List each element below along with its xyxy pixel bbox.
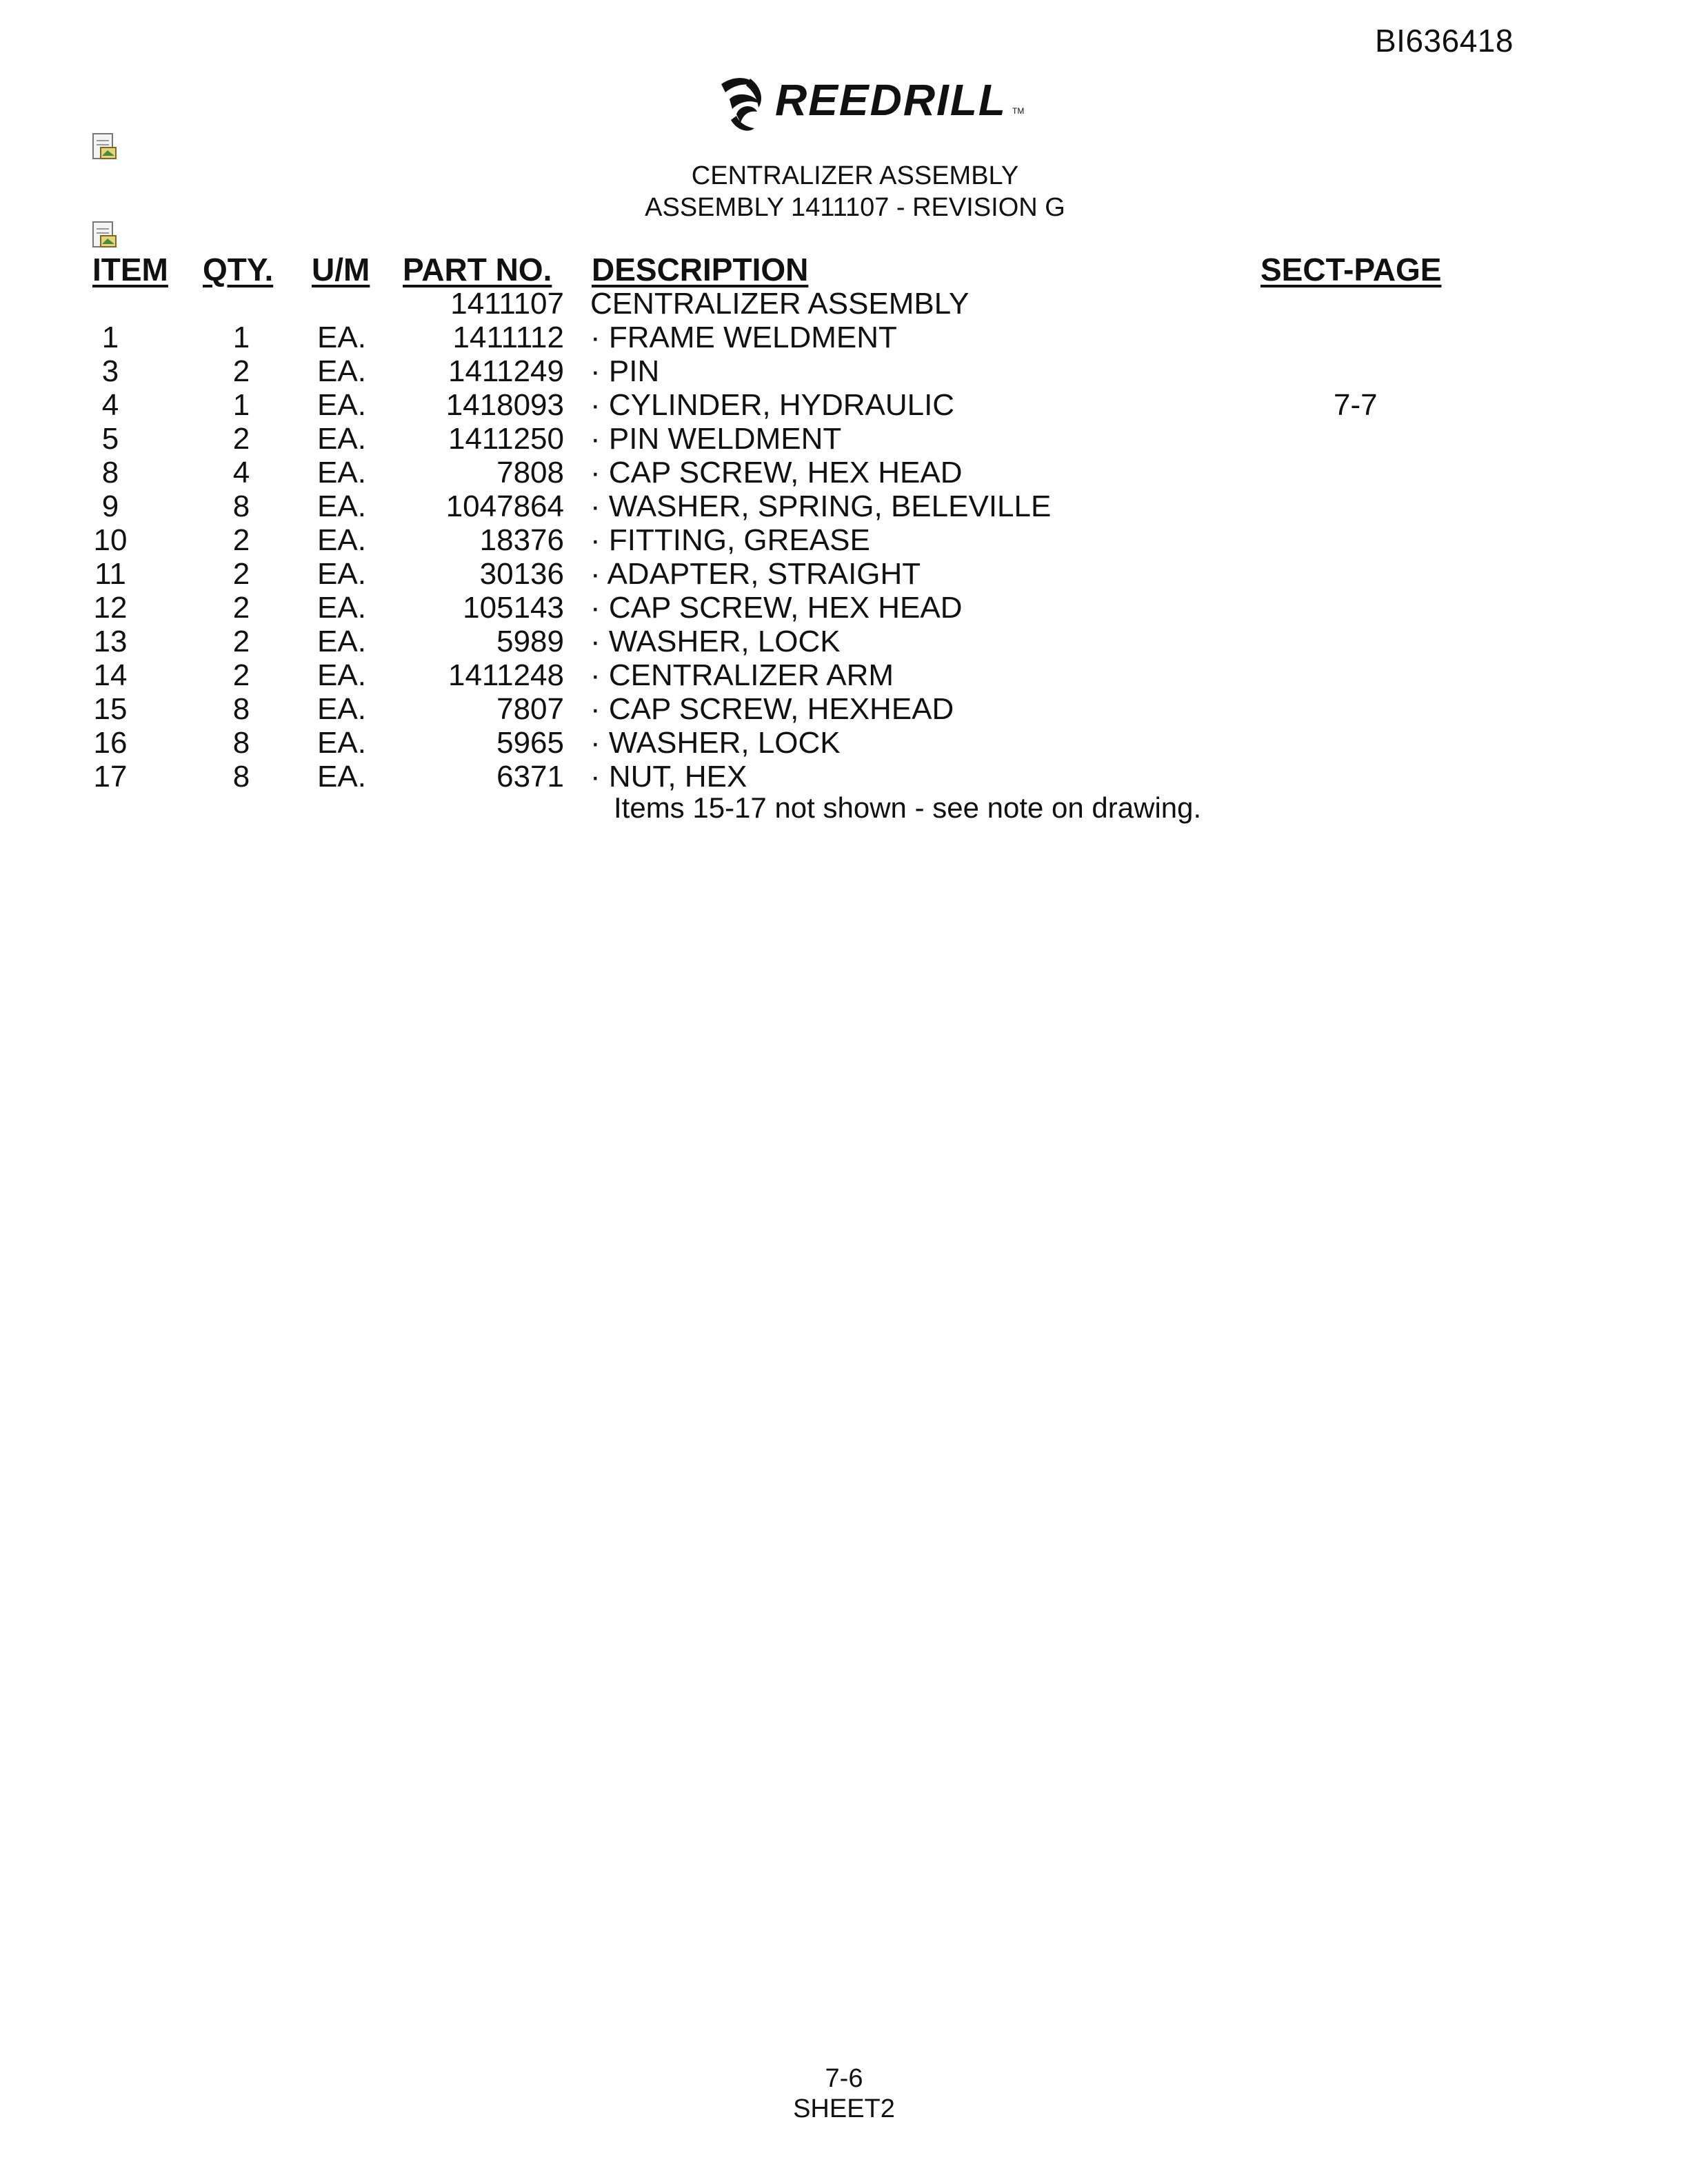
header-qty: QTY. (203, 252, 274, 287)
part-no-cell: 6371 (496, 760, 564, 793)
description-cell: · WASHER, LOCK (590, 726, 841, 760)
qty-cell: 8 (232, 760, 250, 793)
qty-cell: 2 (232, 557, 250, 591)
item-cell: 14 (93, 658, 128, 692)
table-row (0, 321, 1688, 354)
part-no-cell: 7807 (496, 692, 564, 726)
description-cell: · ADAPTER, STRAIGHT (590, 557, 921, 591)
item-cell: 11 (94, 557, 126, 591)
table-row (0, 557, 1688, 591)
qty-cell: 4 (232, 456, 250, 489)
header-part-no: PART NO. (403, 252, 552, 287)
description-cell: · CAP SCREW, HEXHEAD (590, 692, 954, 726)
table-row (0, 489, 1688, 523)
logo-wordmark: REEDRILL (775, 75, 1007, 125)
qty-cell: 2 (232, 354, 250, 388)
parts-table (0, 287, 1688, 793)
description-cell: · PIN (590, 354, 660, 388)
part-no-cell: 1411249 (448, 354, 564, 388)
reedrill-swirl-icon (716, 72, 771, 138)
part-no-cell: 1411248 (448, 658, 564, 692)
item-cell: 17 (93, 760, 128, 793)
table-row (0, 726, 1688, 760)
qty-cell: 8 (232, 692, 250, 726)
description-cell: · PIN WELDMENT (590, 422, 842, 456)
part-no-cell: 1411250 (448, 422, 564, 456)
header-sect-page: SECT-PAGE (1260, 252, 1442, 287)
part-no-cell: 5989 (496, 625, 564, 658)
um-cell: EA. (317, 489, 366, 523)
logo-trademark: TM (1012, 106, 1025, 116)
item-cell: 12 (93, 591, 128, 625)
um-cell: EA. (317, 388, 366, 422)
item-cell: 15 (93, 692, 128, 726)
um-cell: EA. (317, 456, 366, 489)
description-cell: · WASHER, LOCK (590, 625, 841, 658)
um-cell: EA. (317, 625, 366, 658)
document-link-icon[interactable] (91, 132, 119, 161)
qty-cell: 2 (232, 422, 250, 456)
qty-cell: 2 (232, 625, 250, 658)
table-row (0, 658, 1688, 692)
item-cell: 10 (93, 523, 128, 557)
item-cell: 4 (101, 388, 119, 422)
header-item: ITEM (92, 252, 168, 287)
description-cell: · CAP SCREW, HEX HEAD (590, 591, 963, 625)
part-no-cell: 18376 (479, 523, 564, 557)
part-no-cell: 30136 (479, 557, 564, 591)
part-no-cell: 7808 (496, 456, 564, 489)
header-description: DESCRIPTION (592, 252, 809, 287)
reedrill-logo (716, 72, 1033, 141)
table-row (0, 625, 1688, 658)
um-cell: EA. (317, 591, 366, 625)
item-cell: 5 (101, 422, 119, 456)
um-cell: EA. (317, 726, 366, 760)
table-row (0, 523, 1688, 557)
part-no-cell: 5965 (496, 726, 564, 760)
drawing-note: Items 15-17 not shown - see note on drawing. (614, 791, 1202, 824)
item-cell: 3 (101, 354, 119, 388)
part-no-cell: 1411107 (450, 287, 564, 321)
description-cell: · CENTRALIZER ARM (590, 658, 894, 692)
qty-cell: 1 (232, 321, 250, 354)
part-no-cell: 1418093 (445, 388, 564, 422)
part-no-cell: 105143 (463, 591, 564, 625)
table-row (0, 760, 1688, 793)
page-subtitle: ASSEMBLY 1411107 - REVISION G (645, 193, 1065, 222)
page-number: 7-6 (825, 2064, 863, 2093)
um-cell: EA. (317, 422, 366, 456)
item-cell: 8 (101, 456, 119, 489)
item-cell: 13 (93, 625, 128, 658)
qty-cell: 2 (232, 658, 250, 692)
part-no-cell: 1411112 (452, 321, 564, 354)
description-cell: · CAP SCREW, HEX HEAD (590, 456, 963, 489)
header-um: U/M (312, 252, 370, 287)
item-cell: 9 (101, 489, 119, 523)
item-cell: 1 (101, 321, 119, 354)
description-cell: · NUT, HEX (590, 760, 747, 793)
um-cell: EA. (317, 658, 366, 692)
document-link-icon[interactable] (91, 221, 119, 250)
document-id: BI636418 (1375, 23, 1514, 59)
um-cell: EA. (317, 321, 366, 354)
page-title: CENTRALIZER ASSEMBLY (691, 161, 1019, 190)
sect-page-cell: 7-7 (1334, 388, 1378, 422)
table-row (0, 456, 1688, 489)
description-cell: · WASHER, SPRING, BELEVILLE (590, 489, 1052, 523)
qty-cell: 2 (232, 591, 250, 625)
um-cell: EA. (317, 354, 366, 388)
um-cell: EA. (317, 523, 366, 557)
description-cell: · FITTING, GREASE (590, 523, 870, 557)
part-no-cell: 1047864 (445, 489, 564, 523)
qty-cell: 2 (232, 523, 250, 557)
sheet-label: SHEET2 (793, 2094, 895, 2123)
description-cell: · FRAME WELDMENT (590, 321, 897, 354)
table-row (0, 354, 1688, 388)
um-cell: EA. (317, 692, 366, 726)
table-row (0, 388, 1688, 422)
table-row (0, 287, 1688, 321)
description-cell: CENTRALIZER ASSEMBLY (590, 287, 969, 321)
table-row (0, 422, 1688, 456)
qty-cell: 8 (232, 726, 250, 760)
description-cell: · CYLINDER, HYDRAULIC (590, 388, 955, 422)
um-cell: EA. (317, 760, 366, 793)
qty-cell: 1 (232, 388, 250, 422)
table-row (0, 692, 1688, 726)
table-row (0, 591, 1688, 625)
qty-cell: 8 (232, 489, 250, 523)
item-cell: 16 (93, 726, 128, 760)
um-cell: EA. (317, 557, 366, 591)
